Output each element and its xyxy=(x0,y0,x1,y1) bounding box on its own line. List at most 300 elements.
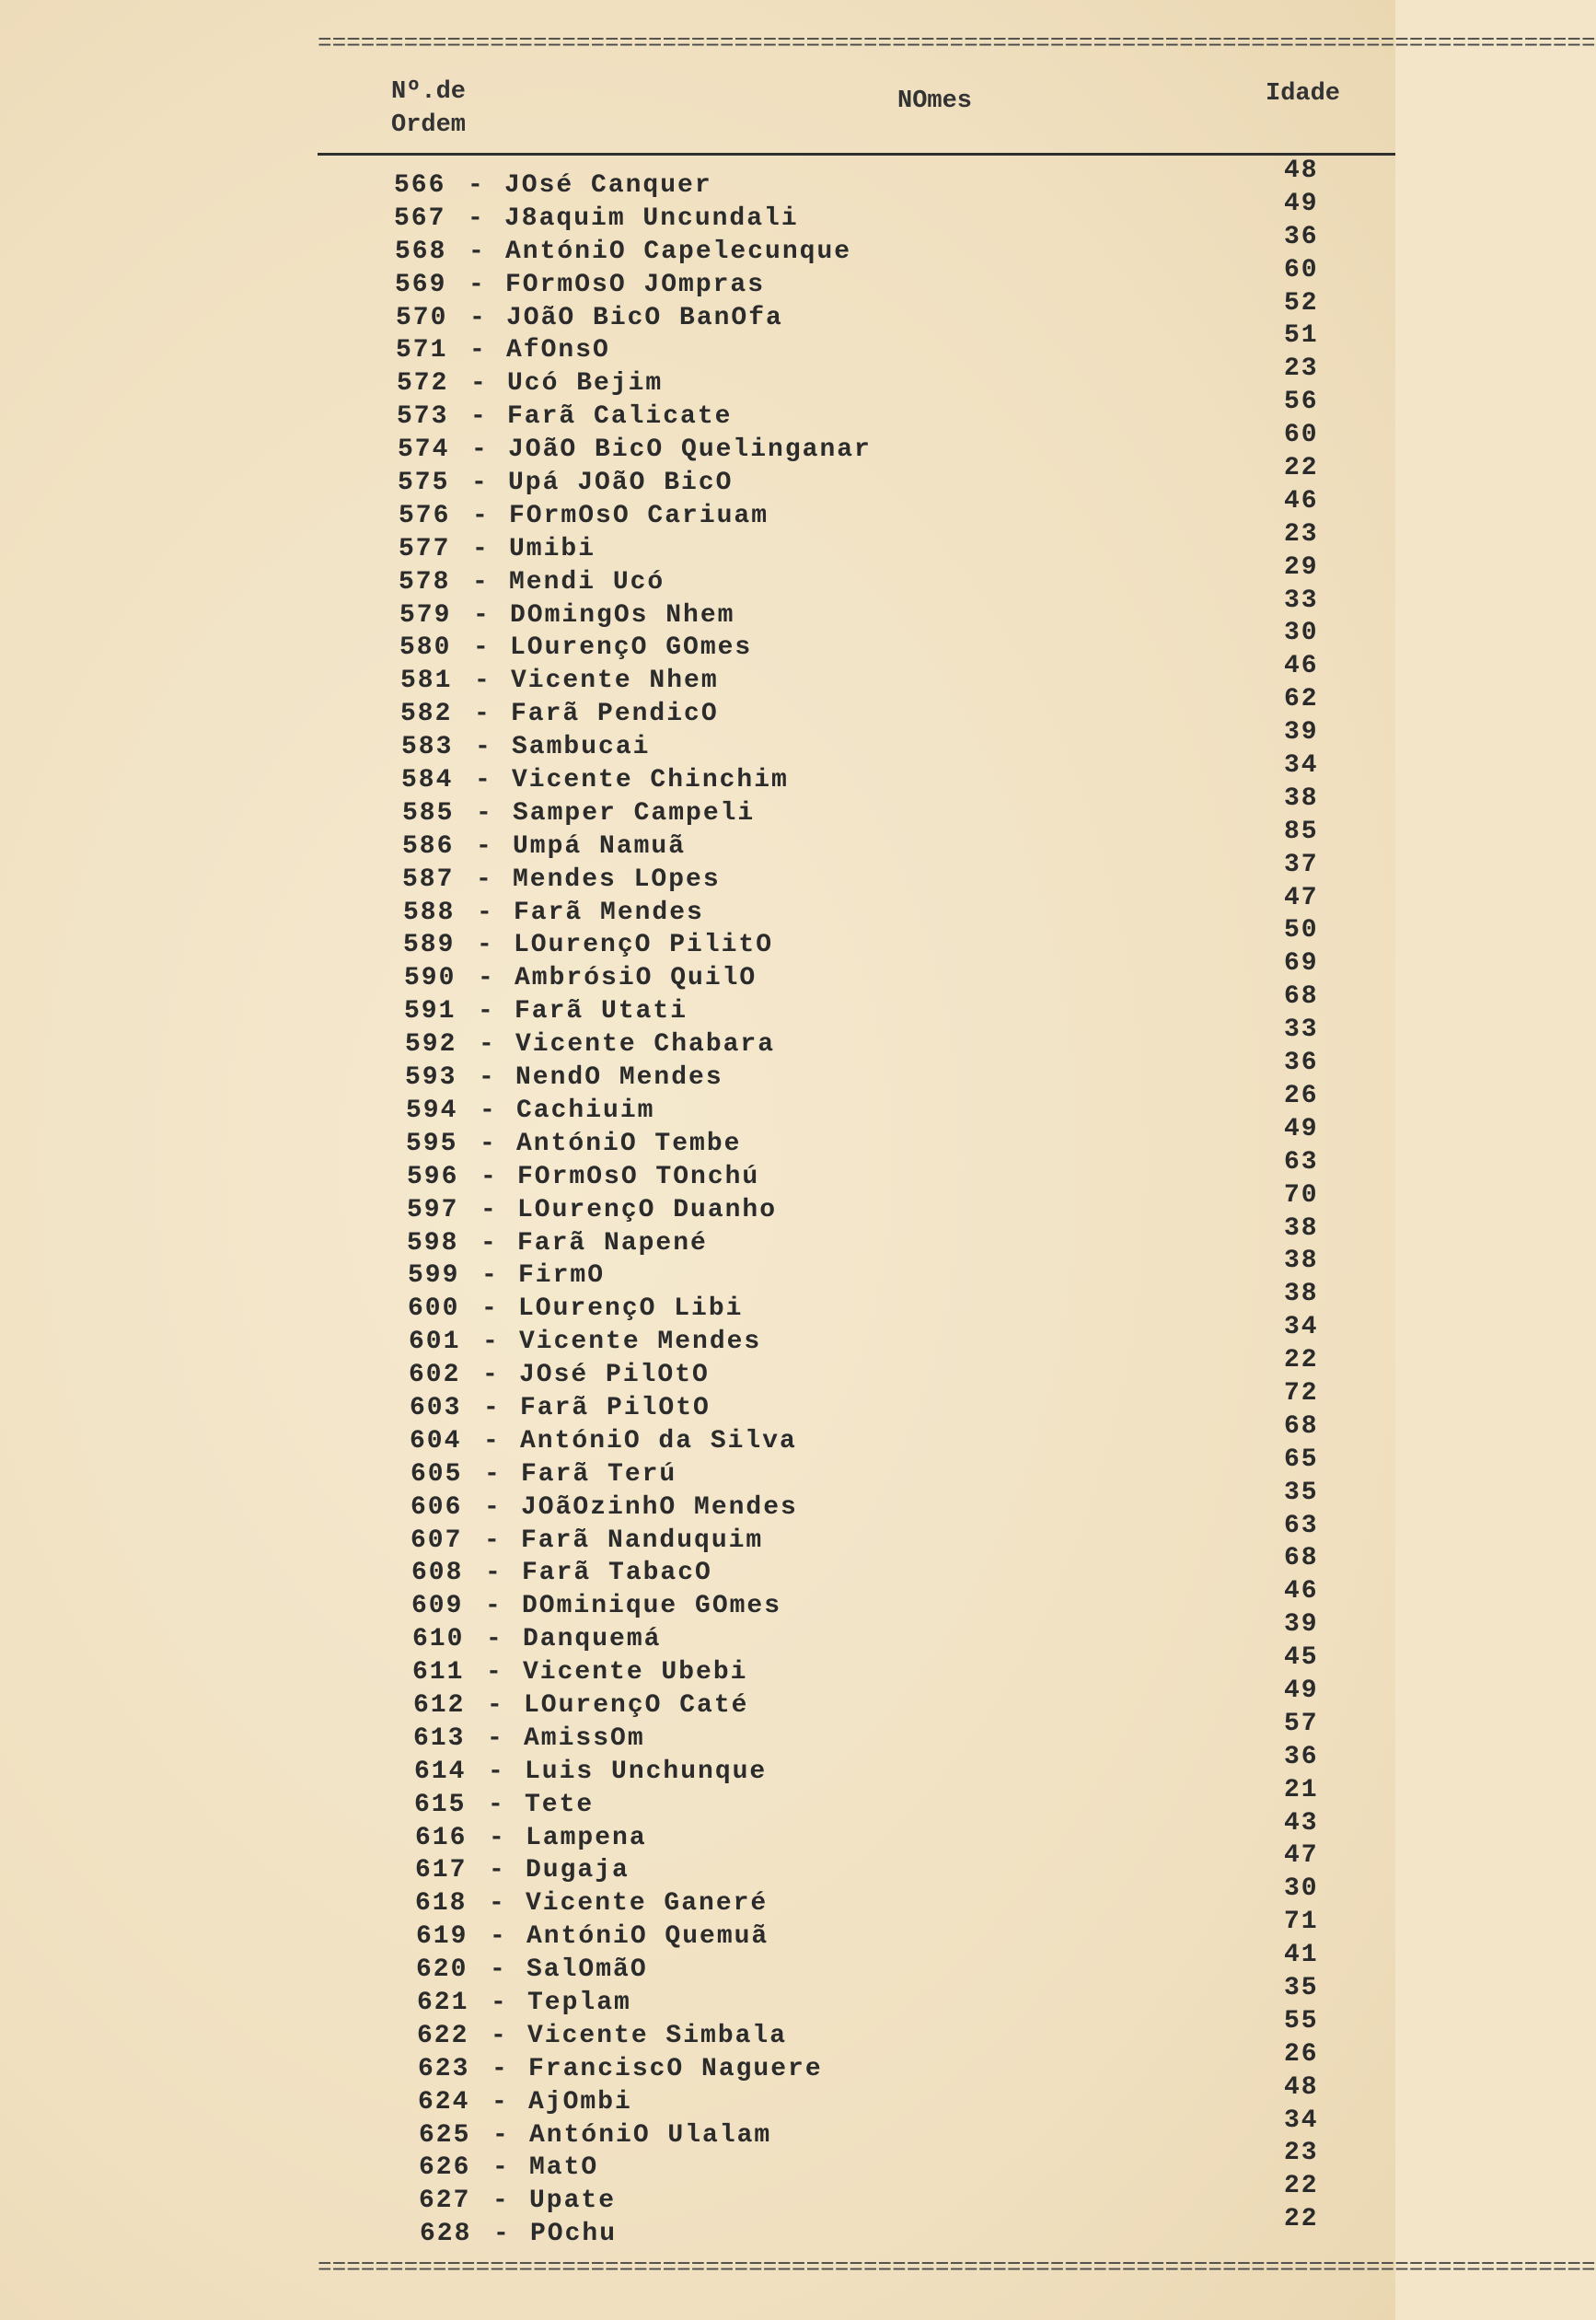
person-age: 23 xyxy=(1284,2139,1319,2168)
person-name: Farã Utati xyxy=(515,997,688,1027)
person-age: 22 xyxy=(1284,2205,1319,2234)
person-name: Farã Mendes xyxy=(514,898,704,927)
person-name: Mendi Ucó xyxy=(509,567,665,597)
person-age: 68 xyxy=(1284,982,1319,1012)
dash-separator: - xyxy=(481,1294,497,1324)
dash-separator: - xyxy=(480,1129,495,1158)
dash-separator: - xyxy=(474,667,490,696)
order-number: 596 xyxy=(407,1162,459,1191)
order-number: 622 xyxy=(417,2021,469,2050)
person-name: AjOmbi xyxy=(528,2087,632,2117)
order-number: 587 xyxy=(402,864,455,894)
person-age: 22 xyxy=(1284,2172,1319,2201)
dash-separator: - xyxy=(480,1228,496,1258)
person-age: 38 xyxy=(1284,1247,1319,1276)
dash-separator: - xyxy=(470,369,486,399)
person-age: 36 xyxy=(1284,1742,1319,1771)
order-number: 571 xyxy=(396,336,448,365)
dash-separator: - xyxy=(492,2187,508,2216)
person-age: 55 xyxy=(1284,2006,1319,2036)
person-name: Ucó Bejim xyxy=(507,369,664,399)
order-number: 604 xyxy=(410,1426,462,1456)
order-number: 575 xyxy=(398,469,450,498)
person-age: 65 xyxy=(1284,1444,1319,1474)
table-row xyxy=(0,2006,1395,2051)
order-number: 621 xyxy=(417,1988,469,2017)
order-number: 582 xyxy=(400,700,453,729)
person-name: AntóniO da Silva xyxy=(520,1426,797,1456)
table-row xyxy=(0,1015,1395,1060)
dash-separator: - xyxy=(472,567,488,597)
order-number: 627 xyxy=(419,2187,471,2216)
person-age: 60 xyxy=(1284,255,1319,284)
person-age: 60 xyxy=(1284,421,1319,450)
person-age: 37 xyxy=(1284,850,1319,879)
person-name: AntóniO Ulalam xyxy=(529,2120,772,2150)
order-number: 586 xyxy=(402,831,455,861)
person-name: Samper Campeli xyxy=(513,798,756,828)
dash-separator: - xyxy=(482,1361,498,1390)
order-number: 595 xyxy=(406,1129,458,1158)
person-age: 51 xyxy=(1284,321,1319,351)
dash-separator: - xyxy=(493,2220,509,2249)
person-name: LOurençO PilitO xyxy=(514,931,774,960)
dash-separator: - xyxy=(475,733,491,762)
order-number: 626 xyxy=(419,2153,471,2183)
person-name: Upá JOãO BicO xyxy=(508,469,734,498)
table-row xyxy=(0,189,1395,234)
order-number: 605 xyxy=(411,1459,463,1489)
person-name: Teplam xyxy=(527,1988,631,2017)
dash-separator: - xyxy=(472,501,488,530)
table-row xyxy=(0,552,1395,597)
order-number: 593 xyxy=(405,1063,457,1093)
person-name: JOsé PilOtO xyxy=(519,1361,710,1390)
table-row xyxy=(0,1511,1395,1556)
table-row xyxy=(0,1941,1395,1985)
dash-separator: - xyxy=(489,1856,504,1885)
dash-separator: - xyxy=(489,1823,504,1852)
person-age: 22 xyxy=(1284,454,1319,483)
table-row xyxy=(0,619,1395,663)
table-row xyxy=(0,1841,1395,1885)
person-name: Umibi xyxy=(509,534,596,563)
dash-separator: - xyxy=(492,2054,507,2083)
dash-separator: - xyxy=(471,469,487,498)
person-name: AmbrósiO QuilO xyxy=(515,964,758,993)
dash-separator: - xyxy=(476,798,492,828)
person-name: Upate xyxy=(529,2187,617,2216)
table-row xyxy=(0,1049,1395,1093)
table-row xyxy=(0,2172,1395,2216)
order-number: 600 xyxy=(408,1294,460,1324)
person-age: 71 xyxy=(1284,1908,1319,1937)
order-number: 583 xyxy=(401,733,454,762)
table-row xyxy=(0,454,1395,498)
person-name: Farã Calicate xyxy=(507,402,733,432)
table-row xyxy=(0,288,1395,333)
order-number: 611 xyxy=(412,1658,465,1688)
person-name: NendO Mendes xyxy=(515,1063,723,1093)
person-age: 56 xyxy=(1284,388,1319,417)
table-row xyxy=(0,1444,1395,1490)
dash-separator: - xyxy=(484,1525,500,1555)
table-row xyxy=(0,949,1395,993)
dash-separator: - xyxy=(484,1492,500,1522)
table-row xyxy=(0,1908,1395,1952)
order-number: 578 xyxy=(399,567,451,597)
order-number: 567 xyxy=(394,203,446,233)
order-number: 623 xyxy=(418,2054,470,2083)
person-name: LOurençO Duanho xyxy=(517,1195,778,1224)
person-age: 48 xyxy=(1284,157,1319,185)
person-name: Farã Terú xyxy=(521,1459,677,1489)
table-row xyxy=(0,982,1395,1027)
order-number: 568 xyxy=(395,237,447,266)
table-row xyxy=(0,2205,1395,2249)
dash-separator: - xyxy=(492,2153,508,2183)
order-number: 615 xyxy=(414,1790,467,1819)
order-number: 617 xyxy=(415,1856,468,1885)
person-age: 34 xyxy=(1284,2105,1319,2135)
person-age: 68 xyxy=(1284,1411,1319,1441)
person-name: MatO xyxy=(529,2153,599,2183)
person-age: 52 xyxy=(1284,288,1319,318)
person-name: Mendes LOpes xyxy=(513,864,721,894)
table-row xyxy=(0,222,1395,267)
person-age: 47 xyxy=(1284,883,1319,912)
dash-separator: - xyxy=(480,1162,496,1191)
person-age: 35 xyxy=(1284,1478,1319,1507)
order-number: 618 xyxy=(415,1889,468,1919)
order-number: 597 xyxy=(407,1195,459,1224)
bottom-separator: ========================================================================================= xyxy=(318,2254,1596,2281)
person-age: 47 xyxy=(1284,1841,1319,1871)
person-age: 39 xyxy=(1284,1610,1319,1640)
person-age: 72 xyxy=(1284,1378,1319,1408)
table-row xyxy=(0,1180,1395,1225)
table-row xyxy=(0,1313,1395,1357)
person-age: 34 xyxy=(1284,1313,1319,1342)
order-number: 603 xyxy=(410,1393,462,1422)
table-row xyxy=(0,1676,1395,1721)
person-name: JOãOzinhO Mendes xyxy=(521,1492,798,1522)
person-age: 35 xyxy=(1284,1973,1319,2002)
order-number: 577 xyxy=(399,534,451,563)
person-age: 23 xyxy=(1284,519,1319,549)
dash-separator: - xyxy=(476,864,492,894)
order-number: 579 xyxy=(399,600,452,630)
person-name: Luis Unchunque xyxy=(525,1757,768,1786)
person-age: 68 xyxy=(1284,1544,1319,1573)
table-row xyxy=(0,421,1395,465)
person-age: 26 xyxy=(1284,1081,1319,1110)
dash-separator: - xyxy=(492,2120,508,2150)
dash-separator: - xyxy=(473,633,489,663)
person-age: 38 xyxy=(1284,783,1319,813)
dash-separator: - xyxy=(490,1922,505,1952)
header-names: NOmes xyxy=(897,87,973,115)
person-name: FOrmOsO JOmpras xyxy=(505,270,766,299)
dash-separator: - xyxy=(491,2021,506,2050)
person-name: Farã TabacO xyxy=(522,1559,712,1588)
order-number: 584 xyxy=(401,766,454,795)
person-age: 70 xyxy=(1284,1180,1319,1210)
table-row xyxy=(0,1808,1395,1853)
order-number: 594 xyxy=(406,1096,458,1125)
person-name: FOrmOsO Cariuam xyxy=(509,501,769,530)
order-number: 610 xyxy=(412,1625,465,1654)
dash-separator: - xyxy=(468,237,484,266)
person-age: 49 xyxy=(1284,189,1319,218)
order-number: 588 xyxy=(403,898,456,927)
person-name: J8aquim Uncundali xyxy=(504,203,799,233)
dash-separator: - xyxy=(472,534,488,563)
dash-separator: - xyxy=(488,1790,503,1819)
person-age: 36 xyxy=(1284,222,1319,251)
table-row xyxy=(0,685,1395,729)
person-age: 69 xyxy=(1284,949,1319,979)
dash-separator: - xyxy=(468,203,483,233)
table-row xyxy=(0,1411,1395,1456)
order-number: 566 xyxy=(394,171,446,200)
table-row xyxy=(0,2105,1395,2151)
table-row xyxy=(0,817,1395,862)
dash-separator: - xyxy=(475,766,491,795)
person-age: 50 xyxy=(1284,916,1319,945)
table-row xyxy=(0,1346,1395,1390)
table-row xyxy=(0,718,1395,762)
table-row xyxy=(0,255,1395,300)
table-row xyxy=(0,2039,1395,2084)
person-name: FOrmOsO TOnchú xyxy=(517,1162,760,1191)
dash-separator: - xyxy=(485,1592,501,1621)
header-rule xyxy=(318,153,1395,156)
order-number: 590 xyxy=(404,964,457,993)
order-number: 619 xyxy=(416,1922,468,1952)
table-row xyxy=(0,652,1395,696)
person-name: Vicente Simbala xyxy=(527,2021,788,2050)
dash-separator: - xyxy=(489,1889,504,1919)
order-number: 585 xyxy=(402,798,455,828)
person-name: Vicente Chinchim xyxy=(512,766,789,795)
person-age: 38 xyxy=(1284,1213,1319,1243)
table-row xyxy=(0,1709,1395,1754)
person-age: 62 xyxy=(1284,685,1319,714)
order-number: 591 xyxy=(404,997,457,1027)
order-number: 608 xyxy=(411,1559,464,1588)
order-number: 598 xyxy=(407,1228,459,1258)
order-number: 614 xyxy=(414,1757,467,1786)
order-number: 601 xyxy=(409,1328,461,1357)
table-row xyxy=(0,1478,1395,1523)
person-name: AfOnsO xyxy=(506,336,610,365)
order-number: 592 xyxy=(405,1030,457,1060)
dash-separator: - xyxy=(486,1658,502,1688)
person-age: 33 xyxy=(1284,586,1319,615)
order-number: 620 xyxy=(416,1955,468,1985)
person-name: DOmingOs Nhem xyxy=(510,600,735,630)
order-number: 599 xyxy=(408,1261,460,1291)
register-list xyxy=(0,157,1395,2249)
person-name: FranciscO Naguere xyxy=(528,2054,823,2083)
person-age: 23 xyxy=(1284,354,1319,384)
person-age: 46 xyxy=(1284,486,1319,516)
person-age: 57 xyxy=(1284,1709,1319,1738)
dash-separator: - xyxy=(469,336,485,365)
table-row xyxy=(0,883,1395,928)
person-name: Danquemá xyxy=(523,1625,662,1654)
table-row xyxy=(0,1577,1395,1621)
order-number: 609 xyxy=(411,1592,464,1621)
table-row xyxy=(0,1742,1395,1787)
person-name: Tete xyxy=(525,1790,595,1819)
table-row xyxy=(0,1544,1395,1588)
dash-separator: - xyxy=(481,1261,497,1291)
person-name: AmissOm xyxy=(524,1723,645,1753)
dash-separator: - xyxy=(484,1459,500,1489)
person-name: DOminique GOmes xyxy=(522,1592,782,1621)
dash-separator: - xyxy=(479,1030,494,1060)
dash-separator: - xyxy=(487,1723,503,1753)
person-age: 46 xyxy=(1284,1577,1319,1607)
dash-separator: - xyxy=(480,1195,496,1224)
order-number: 628 xyxy=(420,2220,472,2249)
person-age: 49 xyxy=(1284,1114,1319,1143)
dash-separator: - xyxy=(491,1988,506,2017)
person-name: Cachiuim xyxy=(516,1096,655,1125)
person-age: 21 xyxy=(1284,1775,1319,1804)
person-name: Lampena xyxy=(526,1823,647,1852)
order-number: 612 xyxy=(413,1690,466,1720)
order-number: 625 xyxy=(419,2120,471,2150)
table-row xyxy=(0,1874,1395,1919)
person-name: LOurençO Caté xyxy=(524,1690,749,1720)
dash-separator: - xyxy=(478,964,493,993)
person-age: 45 xyxy=(1284,1643,1319,1673)
dash-separator: - xyxy=(483,1426,499,1456)
person-age: 33 xyxy=(1284,1015,1319,1045)
dash-separator: - xyxy=(474,700,490,729)
dash-separator: - xyxy=(477,931,492,960)
table-row xyxy=(0,1081,1395,1126)
person-age: 49 xyxy=(1284,1676,1319,1705)
dash-separator: - xyxy=(485,1559,501,1588)
person-name: Vicente Ubebi xyxy=(523,1658,748,1688)
order-number: 573 xyxy=(397,402,449,432)
person-age: 39 xyxy=(1284,718,1319,748)
person-age: 30 xyxy=(1284,1874,1319,1904)
dash-separator: - xyxy=(478,997,493,1027)
dash-separator: - xyxy=(476,831,492,861)
person-age: 46 xyxy=(1284,652,1319,681)
person-name: Vicente Chabara xyxy=(515,1030,776,1060)
table-row xyxy=(0,751,1395,795)
table-row xyxy=(0,1610,1395,1654)
person-name: Farã PendicO xyxy=(511,700,719,729)
person-age: 85 xyxy=(1284,817,1319,846)
order-number: 580 xyxy=(399,633,452,663)
person-age: 26 xyxy=(1284,2039,1319,2069)
person-age: 43 xyxy=(1284,1808,1319,1838)
person-name: AntóniO Capelecunque xyxy=(505,237,852,266)
dash-separator: - xyxy=(479,1063,494,1093)
table-row xyxy=(0,354,1395,399)
person-name: FirmO xyxy=(518,1261,606,1291)
person-name: Farã Nanduquim xyxy=(521,1525,764,1555)
dash-separator: - xyxy=(492,2087,507,2117)
person-name: Sambucai xyxy=(512,733,651,762)
person-age: 30 xyxy=(1284,619,1319,648)
header-order-number xyxy=(391,75,492,142)
table-row xyxy=(0,2072,1395,2117)
person-name: JOsé Canquer xyxy=(504,171,712,200)
dash-separator: - xyxy=(468,171,483,200)
person-name: Umpá Namuã xyxy=(513,831,687,861)
dash-separator: - xyxy=(480,1096,495,1125)
dash-separator: - xyxy=(482,1328,498,1357)
header-age: Idade xyxy=(1266,80,1341,108)
table-row xyxy=(0,1973,1395,2018)
header-order-number-text: Nº.de Ordem xyxy=(391,78,467,139)
table-row xyxy=(0,486,1395,531)
dash-separator: - xyxy=(473,600,489,630)
person-name: AntóniO Quemuã xyxy=(526,1922,769,1952)
table-row xyxy=(0,2139,1395,2183)
person-age: 29 xyxy=(1284,552,1319,582)
table-row xyxy=(0,1280,1395,1324)
dash-separator: - xyxy=(486,1625,502,1654)
order-number: 613 xyxy=(413,1723,466,1753)
table-row xyxy=(0,1643,1395,1688)
person-name: JOãO BicO BanOfa xyxy=(506,303,783,332)
table-row xyxy=(0,1775,1395,1820)
person-age: 41 xyxy=(1284,1941,1319,1970)
order-number: 616 xyxy=(415,1823,468,1852)
order-number: 570 xyxy=(396,303,448,332)
table-row xyxy=(0,850,1395,895)
dash-separator: - xyxy=(483,1393,499,1422)
order-number: 569 xyxy=(395,270,447,299)
dash-separator: - xyxy=(469,303,485,332)
person-name: JOãO BicO Quelinganar xyxy=(508,435,872,465)
order-number: 574 xyxy=(398,435,450,465)
person-name: POchu xyxy=(530,2220,618,2249)
table-row xyxy=(0,1378,1395,1423)
dash-separator: - xyxy=(470,402,486,432)
table-row xyxy=(0,783,1395,829)
person-name: AntóniO Tembe xyxy=(516,1129,742,1158)
person-name: Farã Napené xyxy=(517,1228,708,1258)
order-number: 607 xyxy=(411,1525,463,1555)
dash-separator: - xyxy=(488,1757,503,1786)
person-age: 63 xyxy=(1284,1147,1319,1177)
person-name: SalOmãO xyxy=(526,1955,648,1985)
table-row xyxy=(0,388,1395,432)
table-row xyxy=(0,157,1395,201)
person-name: Vicente Mendes xyxy=(519,1328,762,1357)
table-row xyxy=(0,321,1395,365)
table-row xyxy=(0,1213,1395,1259)
person-age: 36 xyxy=(1284,1049,1319,1078)
dash-separator: - xyxy=(477,898,492,927)
person-name: Farã PilOtO xyxy=(520,1393,711,1422)
table-row xyxy=(0,916,1395,960)
order-number: 602 xyxy=(409,1361,461,1390)
person-age: 34 xyxy=(1284,751,1319,781)
table-row xyxy=(0,586,1395,631)
top-separator: ========================================================================================= xyxy=(318,29,1596,57)
